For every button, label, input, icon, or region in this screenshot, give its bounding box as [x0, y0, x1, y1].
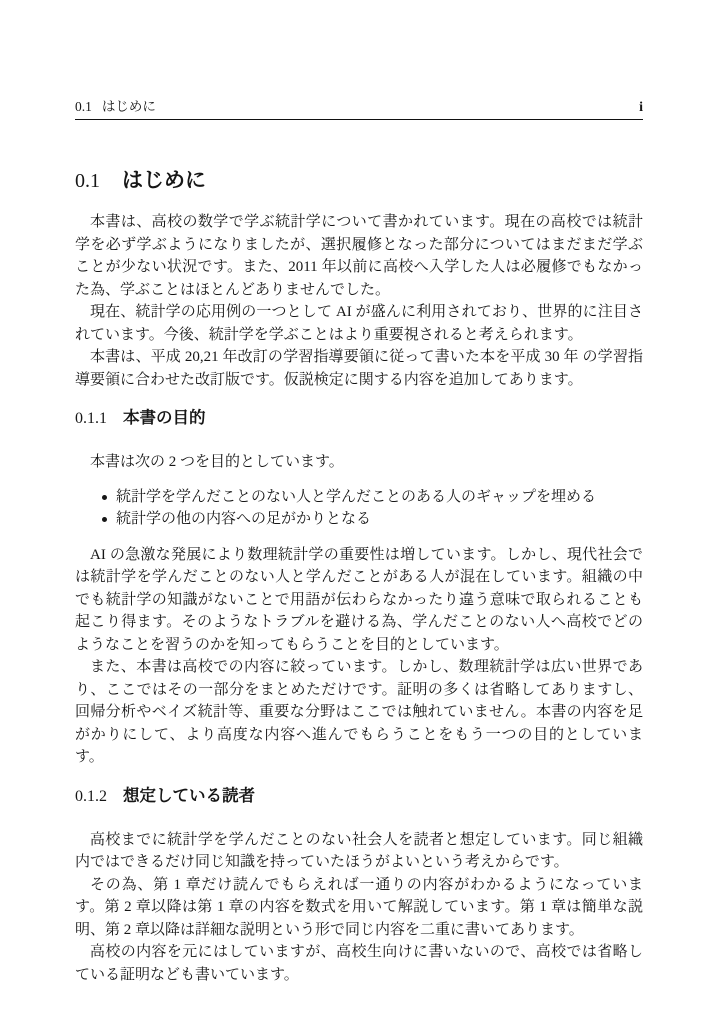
readers-paragraph-3: 高校の内容を元にはしていますが、高校生向けに書いないので、高校では省略している証明なども書いています。 [75, 944, 643, 983]
subsection-readers-title: 想定している読者 [123, 786, 255, 805]
subsection-heading-readers [75, 786, 643, 807]
intro-paragraph-3: 本書は、平成 20,21 年改訂の学習指導要領に従って書いた本を平成 30 年 の学習指導要領に合わせた改訂版です。仮説検定に関する内容を追加してあります。 [75, 349, 643, 388]
intro-paragraph-2: 現在、統計学の応用例の一つとして AI が盛んに利用されており、世界的に注目されています。今後、統計学を学ぶことはより重要視されると考えられます。 [75, 304, 643, 343]
list-item-text: 統計学を学んだことのない人と学んだことのある人のギャップを埋める [116, 488, 597, 505]
section-number: 0.1 [75, 170, 100, 192]
running-header-section [75, 100, 156, 114]
purpose-paragraph-1: AI の急激な発展により数理統計学の重要性は増しています。しかし、現代社会では統計学を学んだことのない人と学んだことがある人が混在しています。組織の中でも統計学の知識がないことで用語が伝わらなかったり違う意味で取られることも起こり得ます。そのようなトラブルを避ける為、学んだことのない人へ高校でどのようなことを習うのかを知ってもらうことを目的としています。 [75, 546, 643, 653]
running-header [75, 100, 643, 120]
purpose-bullet-list [75, 486, 643, 531]
running-header-section-number: 0.1 [75, 99, 92, 114]
list-item [102, 508, 643, 531]
page-body [75, 211, 643, 986]
bullet-icon [102, 517, 107, 522]
readers-paragraph-2: その為、第 1 章だけ読んでもらえれば一通りの内容がわかるようになっています。第 2 章以降は第 1 章の内容を数式を用いて解説しています。第 1 章は簡単な説明、第 2 章以降は詳細な説明という形で同じ内容を二重に書いてあります。 [75, 876, 643, 938]
subsection-purpose-number: 0.1.1 [75, 410, 107, 427]
page-number: i [639, 100, 643, 115]
subsection-readers-number: 0.1.2 [75, 787, 107, 805]
intro-paragraph-1: 本書は、高校の数学で学ぶ統計学について書かれています。現在の高校では統計学を必ず学ぶようになりましたが、選択履修となった部分についてはまだまだ学ぶことが少ない状況です。また、2011 年以前に高校へ入学した人は必履修でもなかった為、学ぶことはほとんどありませんでした。 [75, 214, 643, 298]
bullet-icon [102, 495, 107, 500]
list-item [102, 486, 643, 509]
subsection-heading-purpose [75, 408, 643, 429]
purpose-paragraph-2: また、本書は高校での内容に絞っています。しかし、数理統計学は広い世界であり、ここではその一部分をまとめただけです。証明の多くは省略してありますし、回帰分析やベイズ統計等、重要な分野はここでは触れていません。本書の内容を足がかりにして、より高度な内容へ進んでもらうことをもう一つの目的としています。 [75, 659, 643, 765]
purpose-lead-paragraph: 本書は次の 2 つを目的としています。 [90, 454, 344, 470]
readers-paragraph-1: 高校までに統計学を学んだことのない社会人を読者と想定しています。同じ組織内ではできるだけ同じ知識を持っていたほうがよいという考えからです。 [75, 831, 643, 870]
subsection-purpose-title: 本書の目的 [123, 409, 206, 427]
section-title: はじめに [122, 169, 206, 192]
list-item-text: 統計学の他の内容への足がかりとなる [116, 511, 372, 527]
section-heading [75, 168, 643, 195]
running-header-section-title: はじめに [101, 99, 156, 114]
